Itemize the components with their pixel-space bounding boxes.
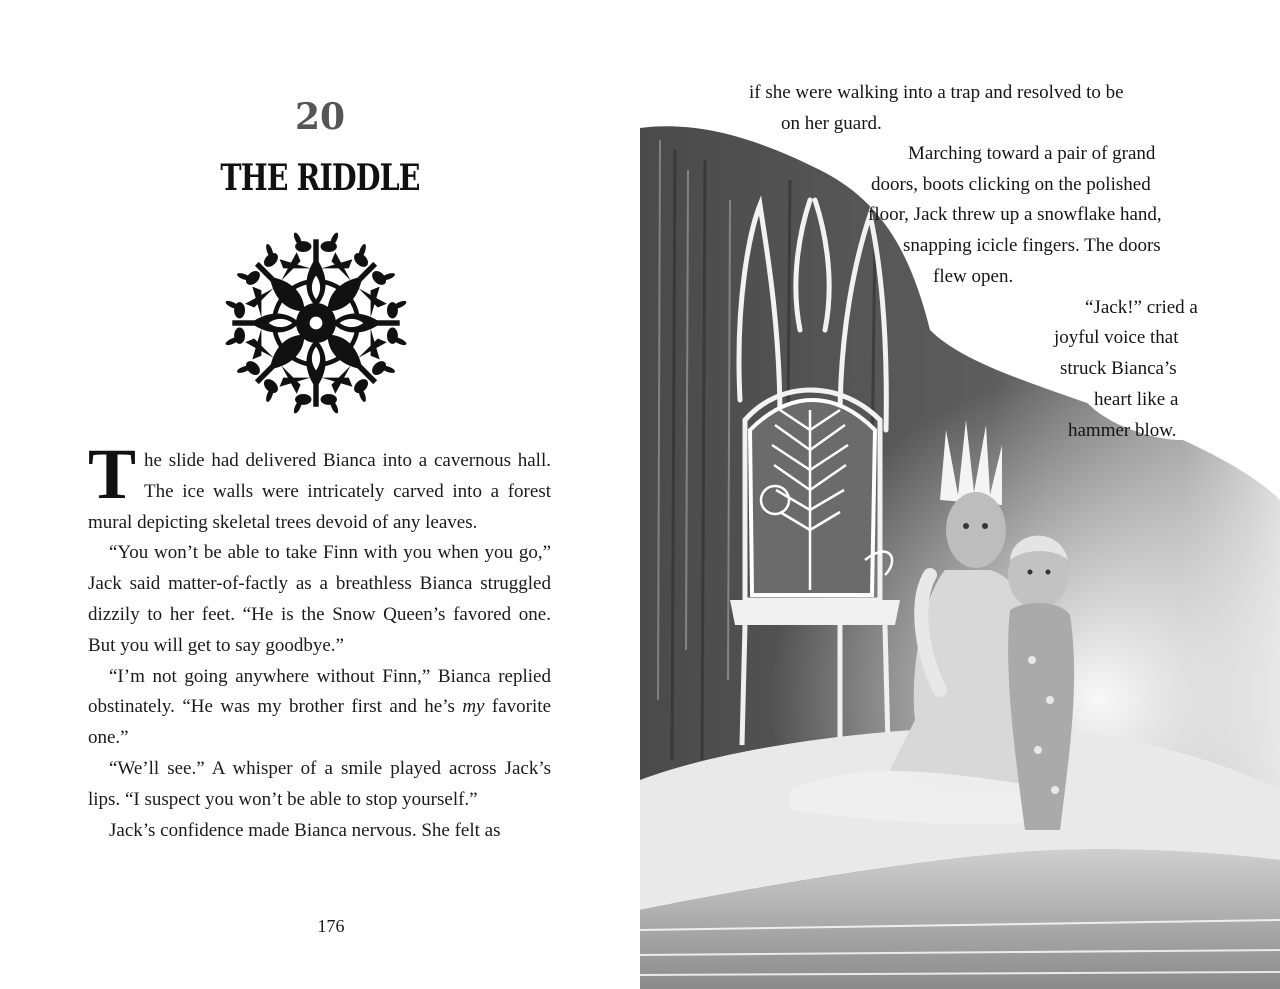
right-text-line: if she were walking into a trap and resolved to be <box>749 82 1124 103</box>
right-text-line: heart like a <box>1094 389 1179 410</box>
page-number: 176 <box>317 916 345 936</box>
paragraph: Jack’s confidence made Bianca nervous. She felt as <box>109 819 501 841</box>
right-text-line: hammer blow. <box>1068 420 1177 441</box>
drop-cap: T <box>88 434 137 514</box>
paragraph: “You won’t be able to take Finn with you when you go,” Jack said matter-of-factly as a breathless Bianca struggled dizzily to her feet. “He is the Snow Queen’s favored one. But you will get to say goodbye.” <box>88 542 551 656</box>
right-text-line: flew open. <box>933 266 1014 287</box>
right-text-line: joyful voice that <box>1054 327 1179 348</box>
paragraph: The slide had delivered Bianca into a cavernous hall. The ice walls were intricately carved into a forest mural depicting skeletal trees devoid of any leaves. <box>88 434 551 533</box>
right-text-line: on her guard. <box>781 113 882 134</box>
right-text-line: Marching toward a pair of grand <box>908 143 1156 164</box>
chapter-title: THE RIDDLE <box>220 157 420 199</box>
paragraph: “I’m not going anywhere without Finn,” Bianca replied obstinately. “He was my brother first and he’s my favorite one.” <box>88 665 551 749</box>
right-text-line: struck Bianca’s <box>1060 358 1177 379</box>
snowflake-ornament-icon <box>225 232 407 414</box>
paragraph: “We’ll see.” A whisper of a smile played across Jack’s lips. “I suspect you won’t be able to stop yourself.” <box>88 757 551 810</box>
right-text-line: floor, Jack threw up a snowflake hand, <box>868 204 1162 225</box>
chapter-number: 20 <box>294 96 346 138</box>
right-page <box>640 0 1280 989</box>
chapter-body-text <box>88 434 551 846</box>
right-text-line: snapping icicle fingers. The doors <box>903 235 1161 256</box>
right-text-line: doors, boots clicking on the polished <box>871 174 1151 195</box>
right-text-line: “Jack!” cried a <box>1085 297 1198 318</box>
